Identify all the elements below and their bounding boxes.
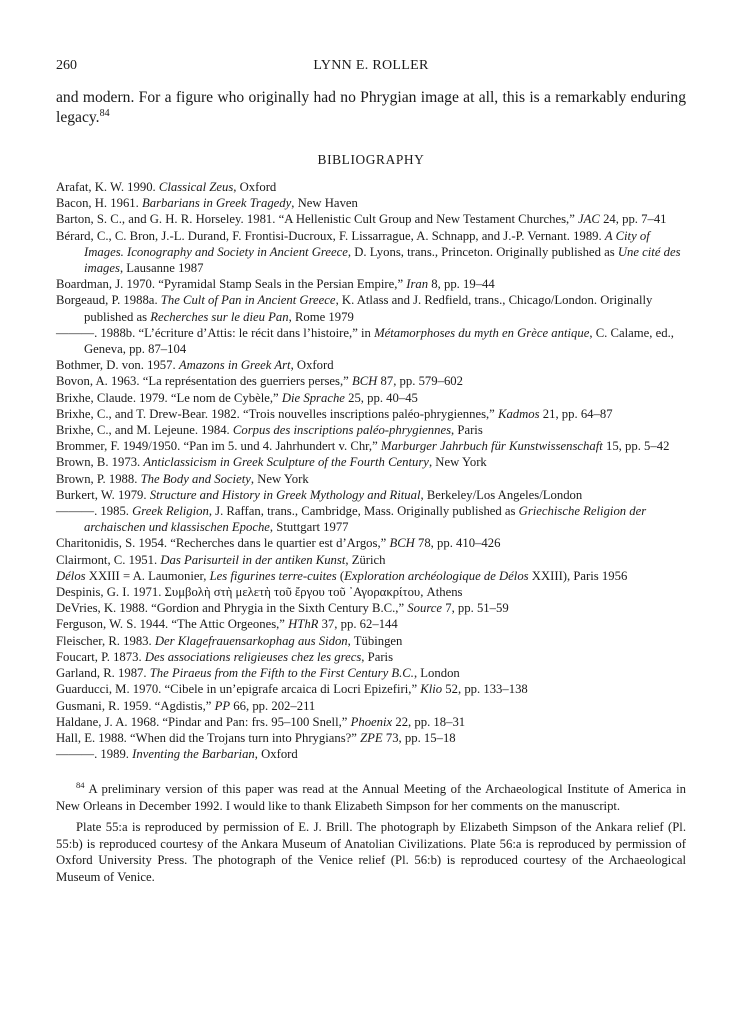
bibliography-entry: Burkert, W. 1979. Structure and History in Greek Mythology and Ritual, Berkeley/Los Angeles/London (56, 487, 583, 502)
bibliography-entry: DeVries, K. 1988. “Gordion and Phrygia in the Sixth Century B.C.,” Source 7, pp. 51–59 (56, 601, 509, 616)
bibliography-entry: ———. 1985. Greek Religion, J. Raffan, trans., Cambridge, Mass. Originally published as Griechische Religion der archaischen und klassischen Epoche, Stuttgart 1977 (56, 504, 647, 535)
bibliography-entry: Foucart, P. 1873. Des associations religieuses chez les grecs, Paris (56, 649, 394, 664)
bibliography-entry: Clairmont, C. 1951. Das Parisurteil in der antiken Kunst, Zürich (56, 552, 386, 567)
bibliography-entry: Despinis, G. I. 1971. Συμβολὴ στὴ μελετὴ τοῦ ἔργου τοῦ ᾿Αγορακρίτου, Athens (56, 585, 463, 600)
bibliography-entry: Brown, P. 1988. The Body and Society, New York (56, 471, 309, 486)
bibliography-entry: Ferguson, W. S. 1944. “The Attic Orgeones,” HThR 37, pp. 62–144 (56, 617, 398, 632)
bibliography-heading: BIBLIOGRAPHY (317, 152, 425, 167)
bibliography-entry: Hall, E. 1988. “When did the Trojans turn into Phrygians?” ZPE 73, pp. 15–18 (56, 730, 456, 745)
bibliography-entry: Borgeaud, P. 1988a. The Cult of Pan in Ancient Greece, K. Atlass and J. Redfield, trans., Chicago/London. Originally published as Recherches sur le dieu Pan, Rome 1979 (56, 293, 653, 324)
bibliography-entry: Haldane, J. A. 1968. “Pindar and Pan: frs. 95–100 Snell,” Phoenix 22, pp. 18–31 (56, 714, 466, 729)
bibliography-entry: Charitonidis, S. 1954. “Recherches dans le quartier est d’Argos,” BCH 78, pp. 410–426 (56, 536, 501, 551)
bibliography-entry: Bérard, C., C. Bron, J.-L. Durand, F. Frontisi-Ducroux, F. Lissarrague, A. Schnapp, and J.-P. Vernant. 1989. A City of Images. Iconography and Society in Ancient Greece, D. Lyons, trans., Princeton. Originally published as Une cité des images, Lausanne 1987 (56, 228, 681, 276)
bibliography-entry: Brown, B. 1973. Anticlassicism in Greek Sculpture of the Fourth Century, New York (56, 455, 487, 470)
bibliography-entry: Brixhe, Claude. 1979. “Le nom de Cybèle,” Die Sprache 25, pp. 40–45 (56, 390, 418, 405)
bibliography-entry: ———. 1988b. “L’écriture d’Attis: le récit dans l’histoire,” in Métamorphoses du myth en Grèce antique, C. Calame, ed., Geneva, pp. 87–104 (56, 325, 674, 357)
bibliography-entry: Garland, R. 1987. The Piraeus from the Fifth to the First Century B.C., London (56, 666, 460, 681)
footnote-ref-84[interactable]: 84 (99, 108, 110, 119)
footnote-84-marker: 84 (76, 780, 85, 791)
bibliography-entry: ———. 1989. Inventing the Barbarian, Oxford (56, 747, 298, 762)
bibliography-entry: Barton, S. C., and G. H. R. Horseley. 1981. “A Hellenistic Cult Group and New Testament Churches,” JAC 24, pp. 7–41 (56, 212, 667, 227)
footnotes (56, 781, 686, 885)
bibliography-entry: Brixhe, C., and T. Drew-Bear. 1982. “Trois nouvelles inscriptions paléo-phrygiennes,” Kadmos 21, pp. 64–87 (56, 406, 613, 421)
bibliography-entry: Arafat, K. W. 1990. Classical Zeus, Oxford (56, 180, 277, 194)
bibliography-entry: Guarducci, M. 1970. “Cibele in un’epigrafe arcaica di Locri Epizefiri,” Klio 52, pp. 133–138 (56, 682, 528, 697)
bibliography-list (56, 179, 686, 762)
footnote-84 (56, 781, 686, 814)
bibliography-entry: Fleischer, R. 1983. Der Klagefrauensarkophag aus Sidon, Tübingen (56, 633, 403, 648)
bibliography-entry: Bovon, A. 1963. “La représentation des guerriers perses,” BCH 87, pp. 579–602 (56, 374, 463, 389)
plate-credits: Plate 55:a is reproduced by permission of E. J. Brill. The photograph by Elizabeth Simpson of the Ankara relief (Pl. 55:b) is reproduced courtesy of the Ankara Museum of Anatolian Civilizations. Plate 56:a is reproduced by permission of Oxford University Press. The photograph of the Venice relief (Pl. 56:b) is reproduced courtesy of the Archaeological Museum of Venice. (56, 820, 686, 884)
bibliography-entry: Bacon, H. 1961. Barbarians in Greek Tragedy, New Haven (56, 196, 358, 211)
running-head: LYNN E. ROLLER (313, 58, 429, 73)
intro-paragraph (56, 88, 686, 128)
bibliography-entry: Brixhe, C., and M. Lejeune. 1984. Corpus des inscriptions paléo-phrygiennes, Paris (56, 423, 483, 438)
page (56, 58, 686, 885)
page-number: 260 (56, 58, 77, 73)
running-header (56, 58, 686, 78)
bibliography-entry: Boardman, J. 1970. “Pyramidal Stamp Seals in the Persian Empire,” Iran 8, pp. 19–44 (56, 277, 495, 292)
bibliography-entry: Gusmani, R. 1959. “Agdistis,” PP 66, pp. 202–211 (56, 698, 316, 713)
bibliography-entry: Délos XXIII = A. Laumonier, Les figurines terre-cuites (Exploration archéologique de Délos XXIII), Paris 1956 (56, 568, 628, 583)
bibliography-entry: Bothmer, D. von. 1957. Amazons in Greek Art, Oxford (56, 358, 334, 373)
bibliography-entry: Brommer, F. 1949/1950. “Pan im 5. und 4. Jahrhundert v. Chr,” Marburger Jahrbuch für Kunstwissenschaft 15, pp. 5–42 (56, 439, 670, 454)
footnote-84-text: A preliminary version of this paper was read at the Annual Meeting of the Archaeological Institute of America in New Orleans in December 1992. I would like to thank Elizabeth Simpson for her comments on the manuscript. (56, 782, 686, 813)
intro-text: and modern. For a figure who originally had no Phrygian image at all, this is a remarkably enduring legacy. (56, 89, 686, 126)
